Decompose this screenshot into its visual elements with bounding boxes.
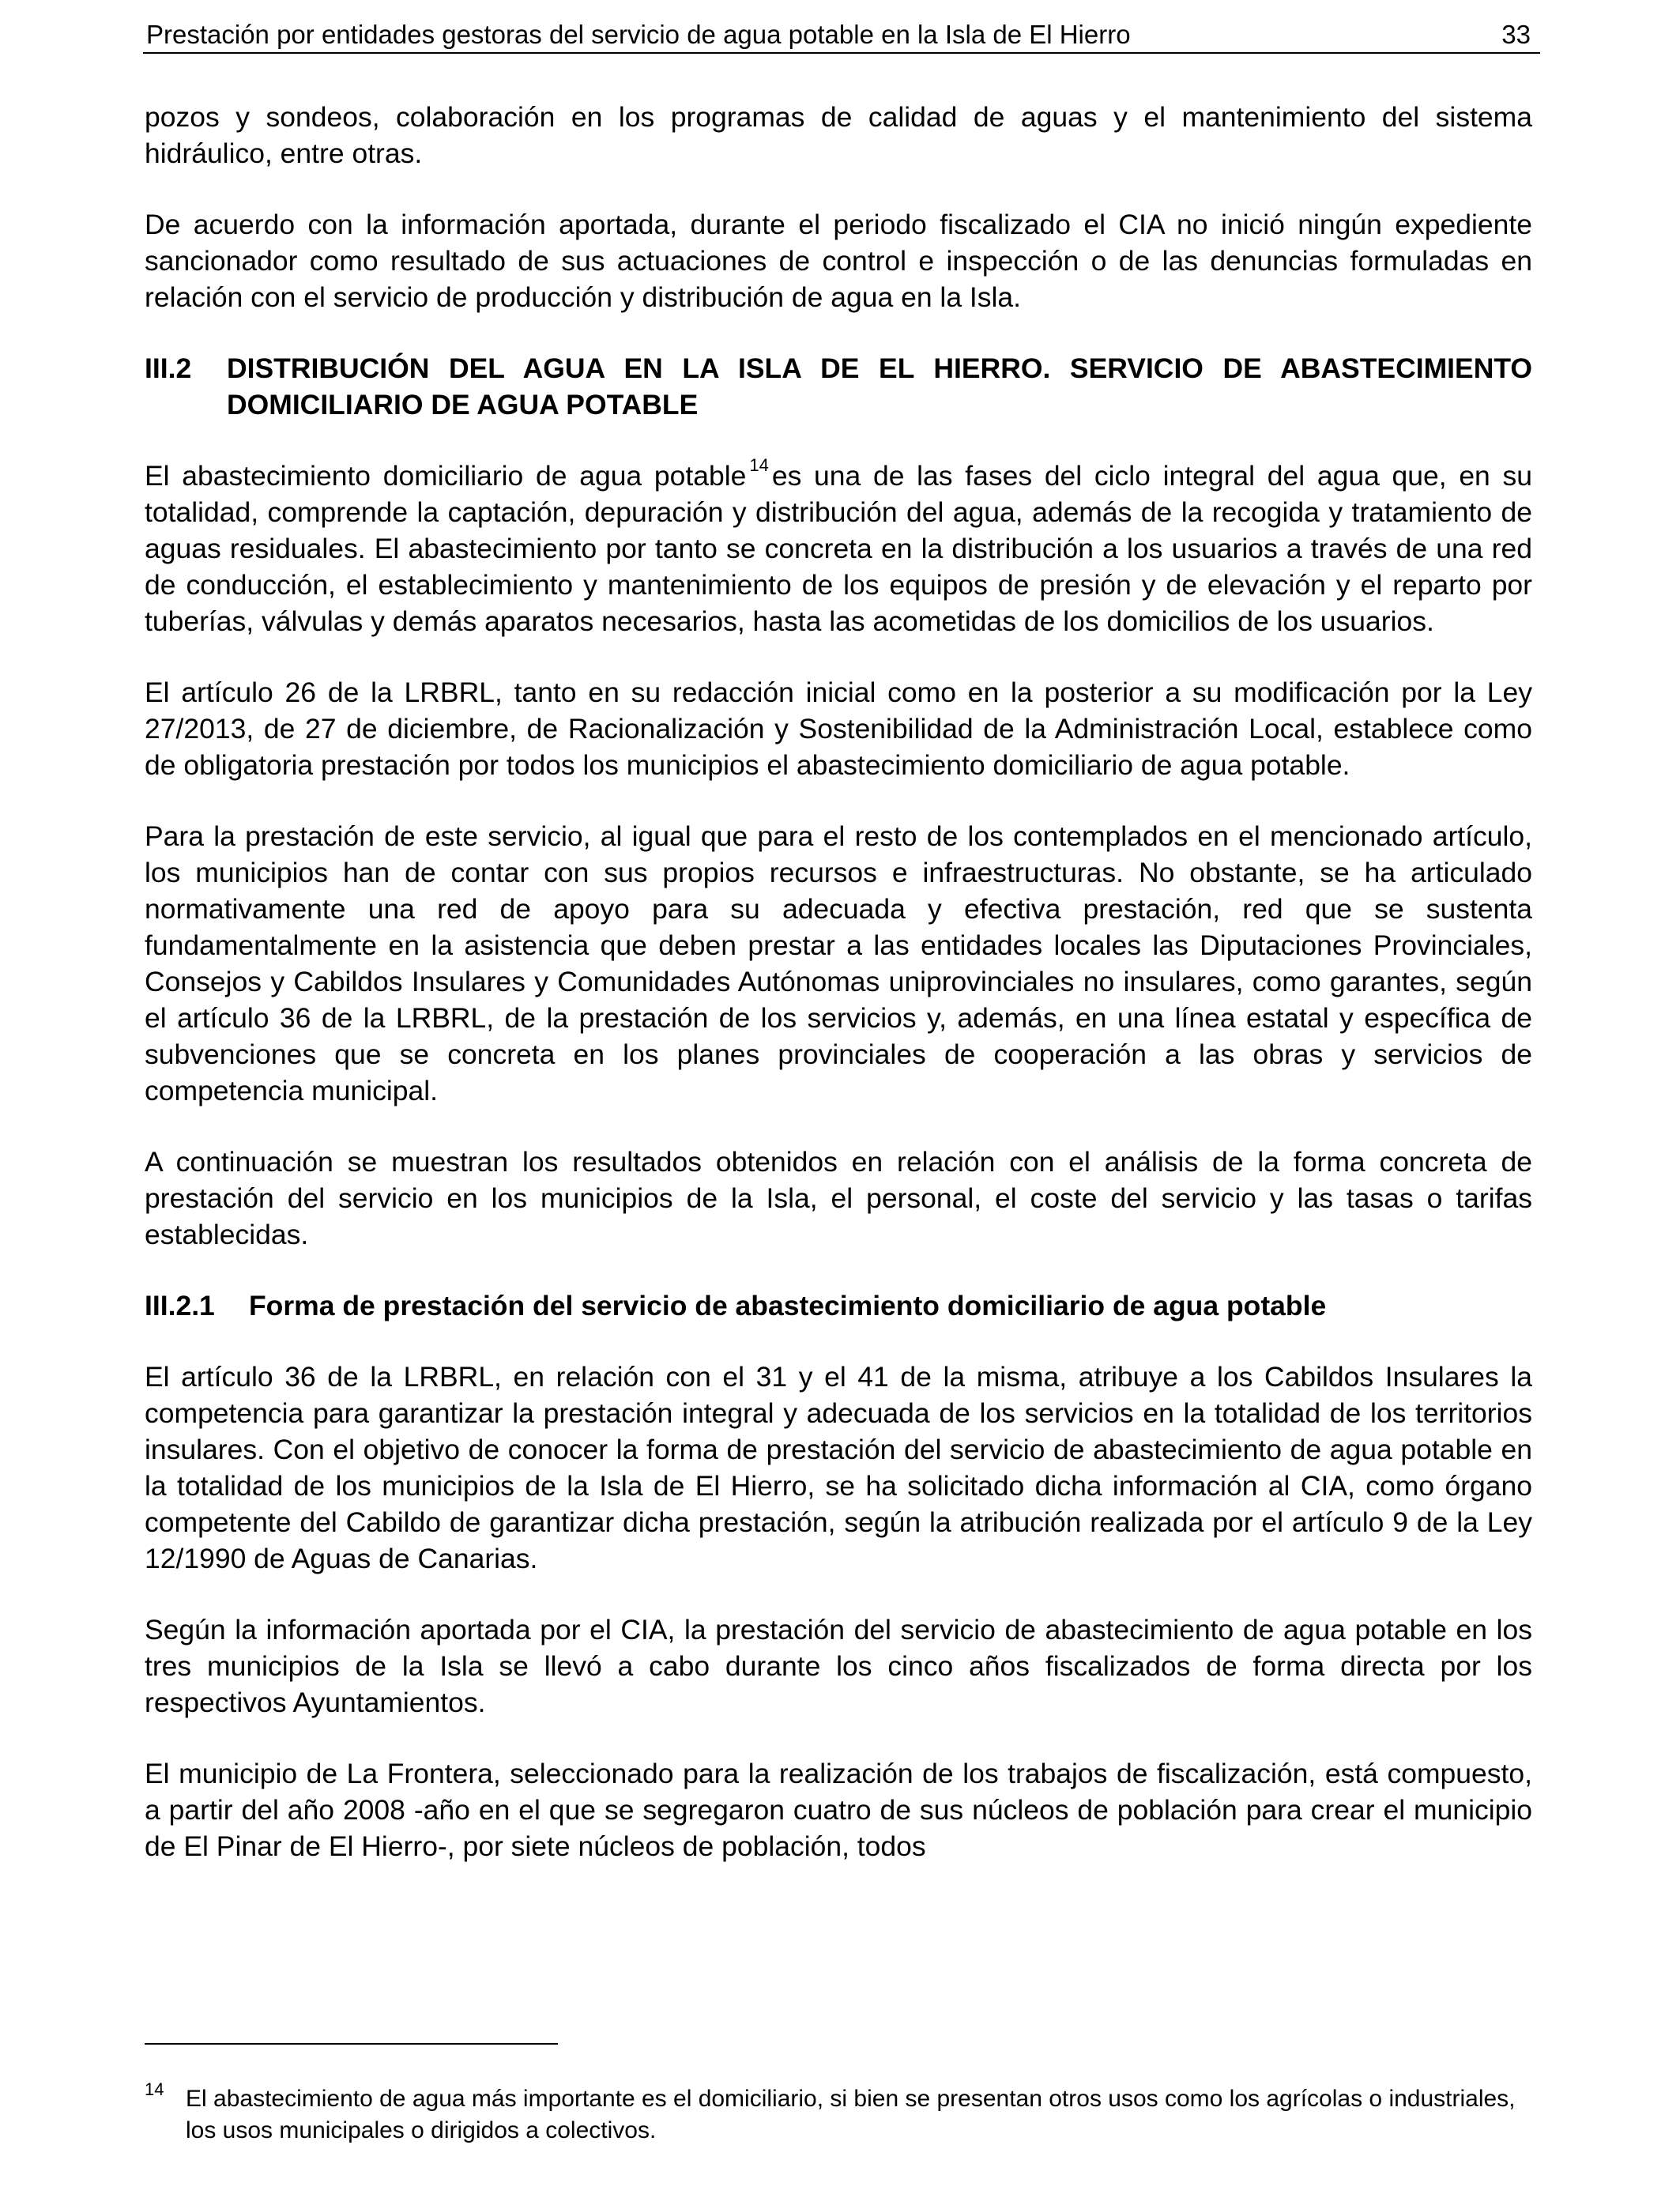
footnote-text: El abastecimiento de agua más importante es el domiciliario, si bien se presentan otros usos como los agrícolas o industriales, los usos municipales o dirigidos a colectivos.: [186, 2086, 1516, 2143]
paragraph-7: El artículo 36 de la LRBRL, en relación con el 31 y el 41 de la misma, atribuye a los Cabildos Insulares la competencia para garantizar la prestación integral y adecuada de los servicios en la totalidad de los territorios insulares. Con el objetivo de conocer la forma de prestación del servicio de abastecimiento de agua potable en la totalidad de los municipios de la Isla de El Hierro, se ha solicitado dicha información al CIA, como órgano competente del Cabildo de garantizar dicha prestación, según la atribución realizada por el artículo 9 de la Ley 12/1990 de Aguas de Canarias.: [145, 1361, 1532, 1574]
footnote-separator: [145, 2043, 558, 2045]
running-header: [143, 17, 1540, 54]
header-title: Prestación por entidades gestoras del servicio de agua potable en la Isla de El Hierro: [146, 20, 1131, 49]
paragraph-1: pozos y sondeos, colaboración en los programas de calidad de aguas y el mantenimiento del sistema hidráulico, entre otras.: [145, 101, 1532, 169]
paragraph-2: De acuerdo con la información aportada, durante el periodo fiscalizado el CIA no inició ningún expediente sancionador como resultado de sus actuaciones de control e inspección o de las denuncias formuladas en relación con el servicio de producción y distribución de agua en la Isla.: [145, 209, 1532, 313]
paragraph-3-rest: es una de las fases del ciclo integral del agua que, en su totalidad, comprende la captación, depuración y distribución del agua, además de la recogida y tratamiento de aguas residuales. El abastecimiento por tanto se concreta en la distribución a los usuarios a través de una red de conducción, el establecimiento y mantenimiento de los equipos de presión y de elevación y el reparto por tuberías, válvulas y demás aparatos necesarios, hasta las acometidas de los domicilios de los usuarios.: [145, 460, 1532, 637]
section-number: III.2: [145, 352, 192, 384]
paragraph-3: [145, 455, 1532, 639]
paragraph-6: A continuación se muestran los resultados obtenidos en relación con el análisis de la forma concreta de prestación del servicio en los municipios de la Isla, el personal, el coste del servicio y las tasas o tarifas establecidas.: [145, 1146, 1532, 1250]
footnote-reference[interactable]: 14: [749, 455, 769, 475]
section-title: DISTRIBUCIÓN DEL AGUA EN LA ISLA DE EL HIERRO. SERVICIO DE ABASTECIMIENTO DOMICILIARIO DE AGUA POTABLE: [227, 352, 1532, 420]
footnote: [145, 2079, 1543, 2147]
paragraph-9: El municipio de La Frontera, seleccionado para la realización de los trabajos de fiscalización, está compuesto, a partir del año 2008 -año en el que se segregaron cuatro de sus núcleos de población para crear el municipio de El Pinar de El Hierro-, por siete núcleos de población, todos: [145, 1758, 1532, 1862]
subsection-title: Forma de prestación del servicio de abastecimiento domiciliario de agua potable: [249, 1290, 1327, 1321]
subsection-number: III.2.1: [145, 1290, 215, 1321]
body-text: [145, 99, 1532, 1899]
paragraph-5: Para la prestación de este servicio, al igual que para el resto de los contemplados en el mencionado artículo, los municipios han de contar con sus propios recursos e infraestructuras. No obstante, se ha articulado normativamente una red de apoyo para su adecuada y efectiva prestación, red que se sustenta fundamentalmente en la asistencia que deben prestar a las entidades locales las Diputaciones Provinciales, Consejos y Cabildos Insulares y Comunidades Autónomas uniprovinciales no insulares, como garantes, según el artículo 36 de la LRBRL, de la prestación de los servicios y, además, en una línea estatal y específica de subvenciones que se concreta en los planes provinciales de cooperación a las obras y servicios de competencia municipal.: [145, 820, 1532, 1106]
footnote-mark: 14: [145, 2079, 164, 2099]
paragraph-4: El artículo 26 de la LRBRL, tanto en su redacción inicial como en la posterior a su modificación por la Ley 27/2013, de 27 de diciembre, de Racionalización y Sostenibilidad de la Administración Local, establece como de obligatoria prestación por todos los municipios el abastecimiento domiciliario de agua potable.: [145, 677, 1532, 781]
paragraph-3-lead: El abastecimiento domiciliario de agua potable: [145, 460, 747, 492]
section-heading-iii2: [145, 350, 1532, 423]
page-number: 33: [1501, 20, 1531, 49]
paragraph-8: Según la información aportada por el CIA, la prestación del servicio de abastecimiento de agua potable en los tres municipios de la Isla se llevó a cabo durante los cinco años fiscalizados de forma directa por los respectivos Ayuntamientos.: [145, 1614, 1532, 1718]
subsection-heading-iii21: [145, 1287, 1532, 1324]
